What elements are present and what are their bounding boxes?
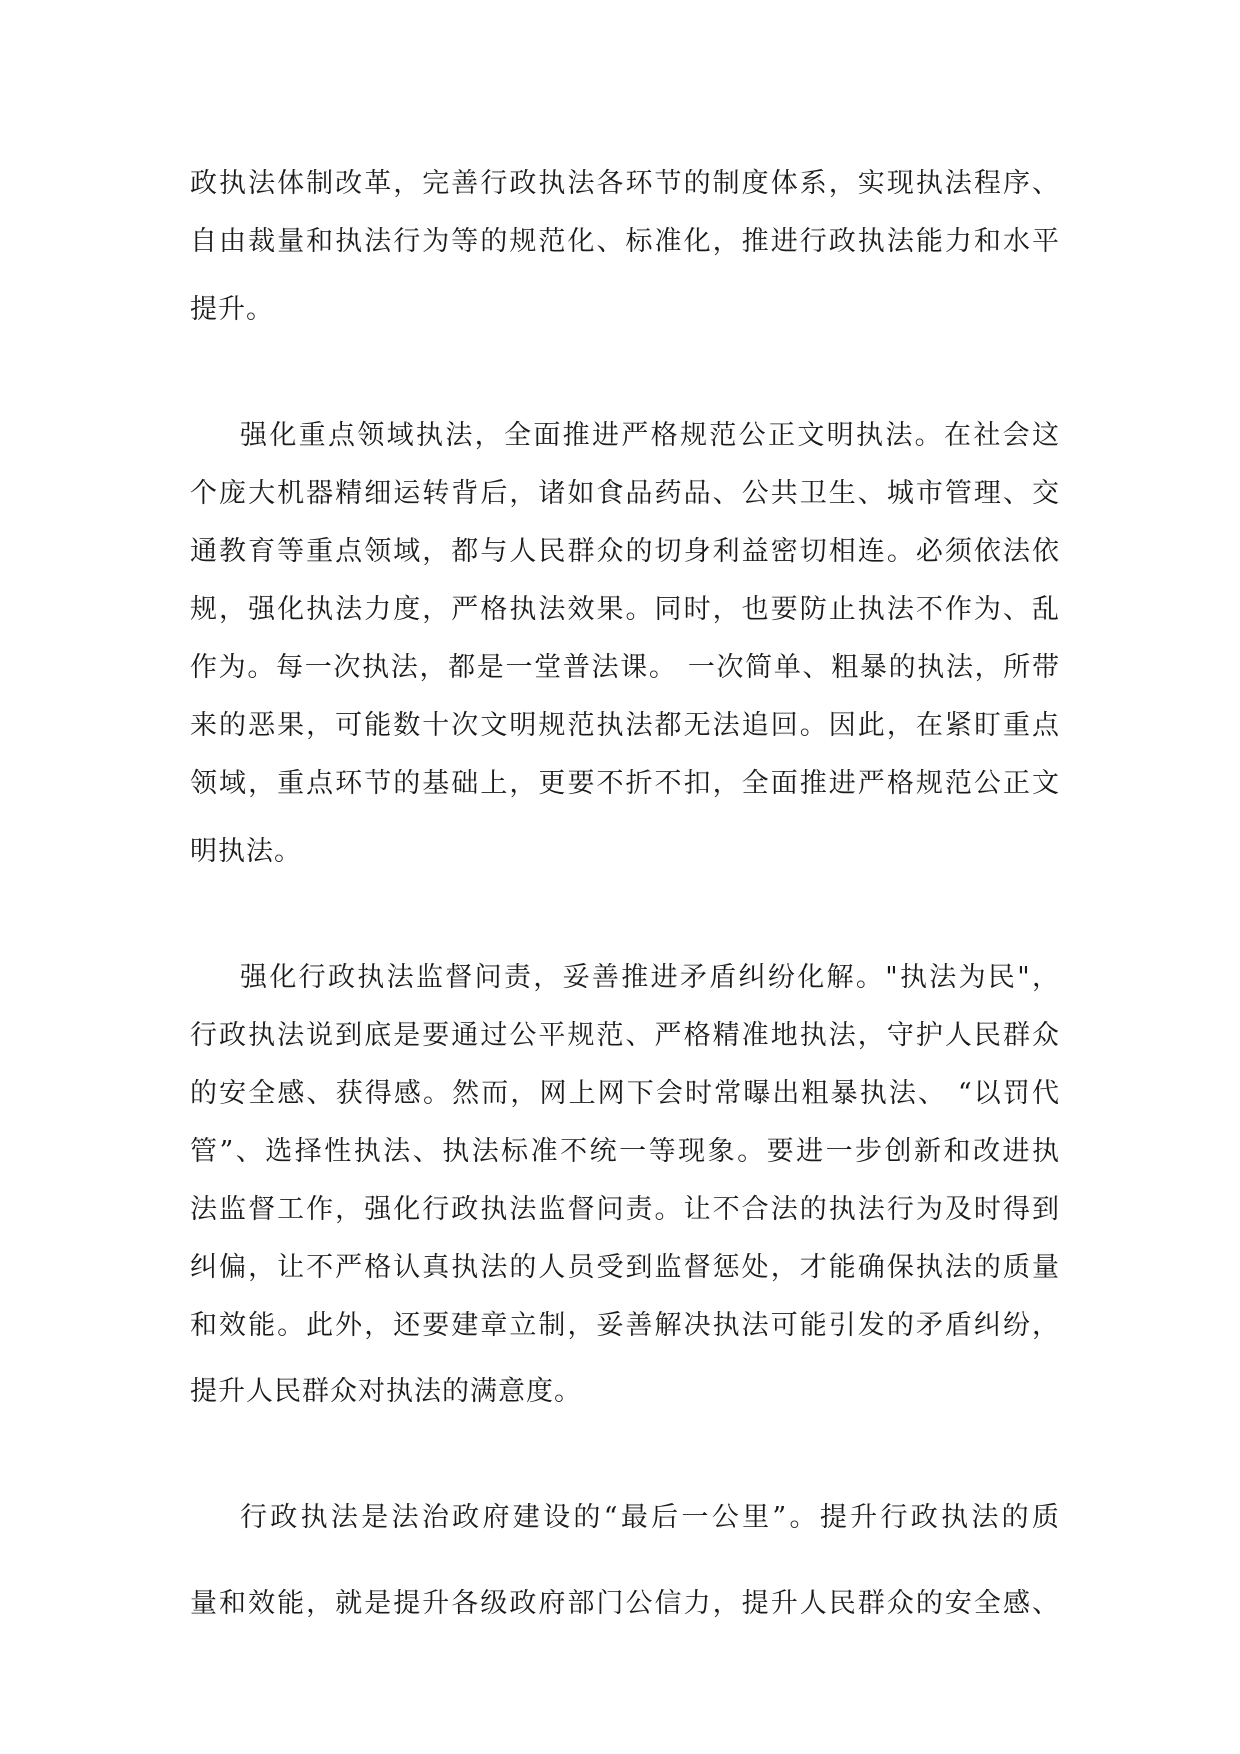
paragraph-2-line-3: 通教育等重点领域，都与人民群众的切身利益密切相连。必须依法依 (190, 536, 1060, 567)
paragraph-3-line-5: 法监督工作，强化行政执法监督问责。让不合法的执法行为及时得到 (190, 1194, 1060, 1225)
paragraph-2-line-4: 规，强化执法力度，严格执法效果。同时，也要防止执法不作为、乱 (190, 594, 1060, 625)
paragraph-3-line-4: 管”、选择性执法、执法标准不统一等现象。要进一步创新和改进执 (190, 1136, 1060, 1167)
paragraph-3-line-7: 和效能。此外，还要建章立制，妥善解决执法可能引发的矛盾纠纷， (190, 1310, 1060, 1341)
paragraph-4-line-2: 量和效能，就是提升各级政府部门公信力，提升人民群众的安全感、 (190, 1588, 1060, 1619)
paragraph-1-line-3: 提升。 (190, 294, 274, 325)
paragraph-1-line-2: 自由裁量和执法行为等的规范化、标准化，推进行政执法能力和水平 (190, 226, 1060, 257)
paragraph-2-line-6: 来的恶果，可能数十次文明规范执法都无法追回。因此，在紧盯重点 (190, 710, 1060, 741)
paragraph-2-line-1: 强化重点领域执法，全面推进严格规范公正文明执法。在社会这 (240, 420, 1060, 451)
paragraph-2-line-7: 领域，重点环节的基础上，更要不折不扣，全面推进严格规范公正文 (190, 768, 1060, 799)
paragraph-2-line-5: 作为。每一次执法，都是一堂普法课。 一次简单、粗暴的执法，所带 (190, 652, 1060, 683)
paragraph-3-line-3: 的安全感、获得感。然而，网上网下会时常曝出粗暴执法、 “以罚代 (190, 1078, 1060, 1109)
paragraph-3-line-2: 行政执法说到底是要通过公平规范、严格精准地执法，守护人民群众 (190, 1020, 1060, 1051)
paragraph-2-line-2: 个庞大机器精细运转背后，诸如食品药品、公共卫生、城市管理、交 (190, 478, 1060, 509)
paragraph-3-line-1: 强化行政执法监督问责，妥善推进矛盾纠纷化解。"执法为民"， (240, 962, 1060, 993)
paragraph-1-line-1: 政执法体制改革，完善行政执法各环节的制度体系，实现执法程序、 (190, 168, 1060, 199)
paragraph-2-line-8: 明执法。 (190, 836, 302, 867)
paragraph-3-line-6: 纠偏，让不严格认真执法的人员受到监督惩处，才能确保执法的质量 (190, 1252, 1060, 1283)
paragraph-3-line-8: 提升人民群众对执法的满意度。 (190, 1376, 582, 1407)
paragraph-4-line-1: 行政执法是法治政府建设的“最后一公里”。提升行政执法的质 (240, 1502, 1060, 1533)
